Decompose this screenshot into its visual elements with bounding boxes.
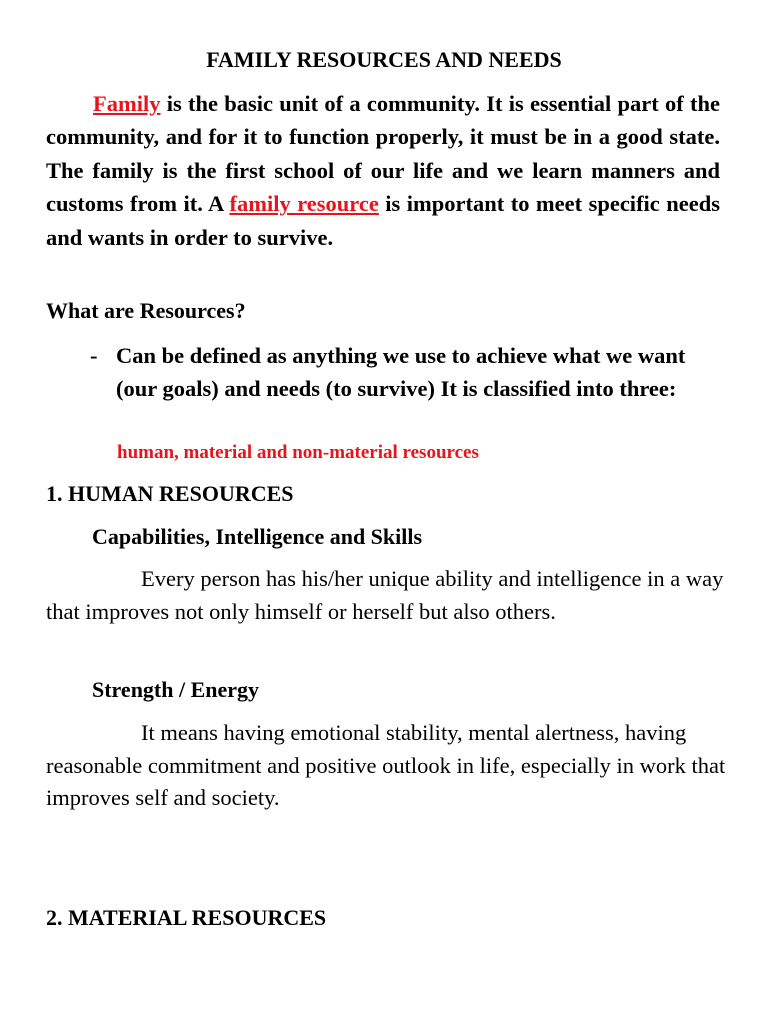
bullet-dash: - (90, 343, 98, 368)
section-1-heading: 1. HUMAN RESOURCES (46, 481, 294, 506)
page-title: FAMILY RESOURCES AND NEEDS (206, 47, 562, 72)
intro-text-2: is important to meet specific needs and wants in order to survive. (46, 191, 721, 250)
family-resource-link[interactable]: family resource (229, 191, 379, 217)
definition-text: Can be defined as anything we use to achieve what we want (our goals) and needs (to survive) It is classified into three: (116, 343, 686, 401)
family-link[interactable]: Family (93, 91, 161, 116)
resource-types: human, material and non-material resources (117, 442, 479, 463)
definition-bullet (90, 340, 730, 405)
subsection-strength-heading: Strength / Energy (92, 677, 260, 702)
intro-paragraph (46, 87, 720, 254)
strength-paragraph: It means having emotional stability, mental alertness, having reasonable commitment and positive outlook in life, especially in work that improves self and society. (46, 720, 726, 810)
capabilities-paragraph: Every person has his/her unique ability and intelligence in a way that improves not only himself or herself but also others. (46, 566, 724, 624)
section-2-heading: 2. MATERIAL RESOURCES (46, 905, 327, 930)
question-heading: What are Resources? (46, 298, 246, 323)
intro-text-1: is the basic unit of a community. It is essential part of the community, and for it to function properly, it must be in a good state. The family is the first school of our life and we learn manners and customs from it. A (46, 91, 720, 217)
subsection-capabilities-heading: Capabilities, Intelligence and Skills (92, 524, 423, 549)
